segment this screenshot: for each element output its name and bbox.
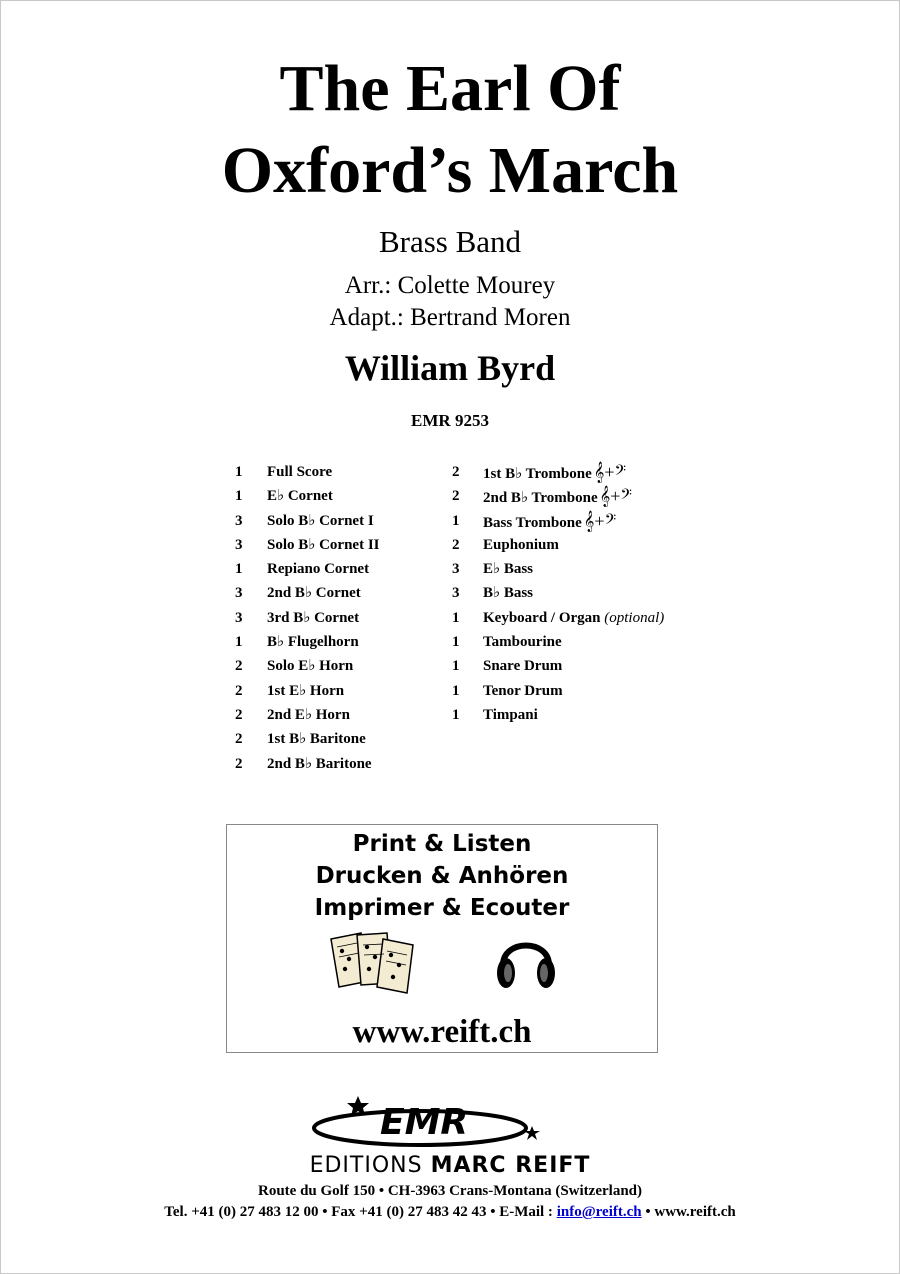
part-quantity: 2 — [452, 488, 460, 505]
part-name: 2nd B♭ Trombone — [483, 490, 598, 507]
part-quantity: 1 — [452, 682, 460, 699]
part-quantity: 1 — [235, 488, 243, 505]
part-quantity: 2 — [235, 682, 243, 699]
part-name-group — [267, 606, 359, 630]
part-name-group — [267, 679, 344, 703]
part-quantity: 3 — [452, 585, 460, 602]
part-name-group — [267, 533, 380, 557]
part-name-group — [267, 484, 333, 508]
clef-icon: 𝄞+𝄢 — [583, 510, 617, 531]
part-name-group — [483, 630, 562, 654]
part-name-group — [483, 679, 563, 703]
publisher-name-part-1: EDITIONS — [309, 1153, 431, 1178]
headphones-icon — [493, 925, 559, 993]
promo-box — [226, 824, 658, 1053]
part-name: Keyboard / Organ — [483, 609, 601, 626]
promo-url[interactable]: www.reift.ch — [352, 1014, 532, 1050]
part-name-group — [483, 509, 616, 535]
part-quantity: 3 — [235, 512, 243, 529]
catalog-number: EMR 9253 — [411, 411, 489, 430]
logo-mark: EMR — [380, 1102, 469, 1143]
address: Route du Golf 150 • CH-3963 Crans-Montana (Switzerland) — [258, 1183, 642, 1199]
part-name-group — [267, 703, 350, 727]
part-quantity: 1 — [235, 634, 243, 651]
part-quantity: 3 — [452, 561, 460, 578]
part-name: Solo E♭ Horn — [267, 658, 354, 675]
arranger: Arr.: Colette Mourey — [344, 272, 556, 299]
part-name-group — [483, 460, 626, 486]
part-quantity: 1 — [452, 609, 460, 626]
publisher-name-part-3: REIFT — [515, 1153, 591, 1178]
part-quantity: 2 — [235, 706, 243, 723]
part-quantity: 2 — [452, 464, 460, 480]
part-name: 2nd E♭ Horn — [267, 706, 350, 723]
part-name-group — [483, 654, 562, 678]
part-name: 1st B♭ Baritone — [267, 731, 366, 748]
part-name-group — [267, 752, 372, 776]
promo-line-1: Print & Listen — [352, 831, 532, 857]
part-note: (optional) — [604, 609, 665, 626]
part-name: B♭ Flugelhorn — [267, 634, 359, 651]
part-name-group — [267, 460, 332, 484]
clef-icon: 𝄞+𝄢 — [593, 462, 627, 482]
part-name-group — [267, 581, 361, 605]
part-quantity: 2 — [235, 731, 243, 748]
part-name: Full Score — [267, 464, 333, 480]
title-line-1: The Earl Of — [279, 52, 621, 125]
part-name-group — [483, 606, 664, 630]
part-quantity: 1 — [452, 658, 460, 675]
part-name-group — [267, 727, 366, 751]
part-quantity: 3 — [235, 609, 243, 626]
part-quantity: 1 — [452, 706, 460, 723]
part-name: Solo B♭ Cornet I — [267, 512, 374, 529]
part-name: E♭ Bass — [483, 561, 534, 578]
part-name: Euphonium — [483, 536, 559, 553]
part-name: 3rd B♭ Cornet — [267, 609, 360, 626]
part-quantity: 2 — [452, 536, 460, 553]
part-name: Tenor Drum — [483, 682, 563, 699]
part-name: Solo B♭ Cornet II — [267, 536, 380, 553]
adapter: Adapt.: Bertrand Moren — [329, 304, 571, 331]
part-name-group — [483, 533, 559, 557]
part-name-group — [483, 581, 533, 605]
part-quantity: 2 — [235, 658, 243, 675]
publisher-name — [0, 1152, 900, 1180]
part-name-group — [267, 509, 374, 533]
part-quantity: 1 — [235, 561, 243, 578]
part-quantity: 1 — [452, 634, 460, 651]
part-name-group — [483, 557, 533, 581]
part-name: 1st E♭ Horn — [267, 682, 345, 699]
contact-line — [0, 1202, 900, 1222]
publisher-name-part-2: MARC — [430, 1153, 516, 1178]
part-name: Snare Drum — [483, 658, 563, 675]
email-link[interactable]: info@reift.ch — [556, 1204, 642, 1220]
part-name-group — [483, 484, 632, 510]
composer: William Byrd — [344, 348, 556, 388]
part-name: Repiano Cornet — [267, 561, 370, 578]
part-name: Bass Trombone — [483, 514, 582, 531]
part-name: 1st B♭ Trombone — [483, 466, 592, 482]
contact-suffix: • www.reift.ch — [641, 1204, 736, 1220]
title — [0, 48, 900, 212]
promo-line-2: Drucken & Anhören — [315, 863, 569, 889]
part-name: 2nd B♭ Baritone — [267, 755, 372, 772]
title-line-2: Oxford’s March — [221, 134, 679, 207]
part-quantity: 2 — [235, 755, 243, 772]
sheet-music-icon — [327, 929, 422, 997]
part-name: 2nd B♭ Cornet — [267, 585, 361, 602]
contact-prefix: Tel. +41 (0) 27 483 12 00 • Fax +41 (0) 27 483 42 43 • E-Mail : — [164, 1204, 557, 1220]
part-quantity: 3 — [235, 536, 243, 553]
clef-icon: 𝄞+𝄢 — [599, 486, 632, 507]
part-quantity: 1 — [452, 512, 460, 529]
part-name-group — [267, 630, 359, 654]
promo-line-3: Imprimer & Ecouter — [314, 895, 570, 921]
part-quantity: 3 — [235, 585, 243, 602]
part-name: E♭ Cornet — [267, 488, 333, 505]
part-name: B♭ Bass — [483, 585, 534, 602]
subtitle: Brass Band — [378, 224, 522, 259]
part-name-group — [267, 557, 369, 581]
part-name-group — [267, 654, 353, 678]
part-quantity: 1 — [235, 464, 243, 480]
part-name-group — [483, 703, 538, 727]
part-name: Tambourine — [483, 634, 562, 651]
emr-logo — [300, 1090, 600, 1150]
part-name: Timpani — [483, 706, 538, 723]
